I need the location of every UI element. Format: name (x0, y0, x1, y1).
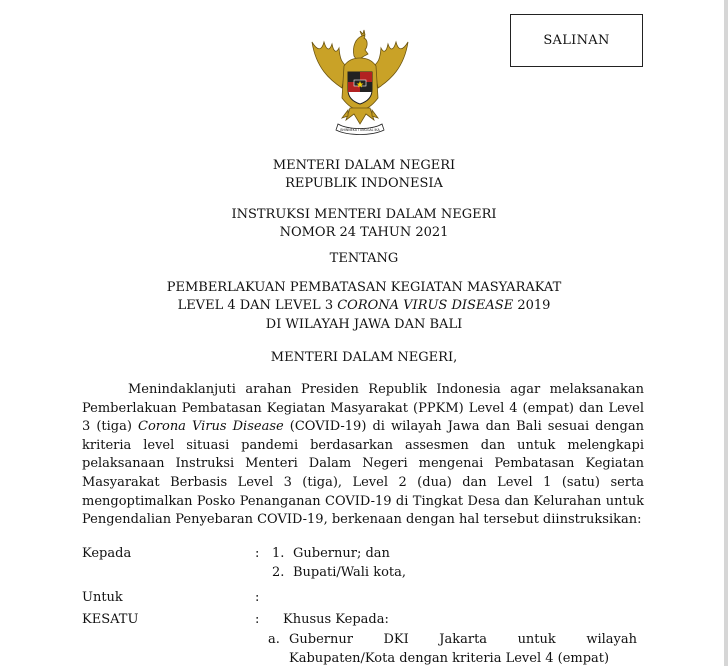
garuda-pancasila-emblem (302, 28, 418, 136)
header-line-1: MENTERI DALAM NEGERI (272, 158, 456, 173)
kesatu-item-a-line-1 (289, 632, 637, 647)
kesatu-item-a-word-1: Gubernur (289, 632, 353, 647)
subject-line-1: PEMBERLAKUAN PEMBATASAN KEGIATAN MASYARAKAT (166, 280, 562, 295)
kesatu-item-a-word-4: untuk (517, 632, 556, 647)
instruction-number: NOMOR 24 TAHUN 2021 (279, 225, 449, 240)
kesatu-item-a-num: a. (268, 632, 280, 647)
subject-line-2 (0, 298, 728, 313)
preamble-italic: Corona Virus Disease (138, 419, 284, 435)
minister-heading: MENTERI DALAM NEGERI, (270, 350, 458, 365)
kepada-item-1-text: Gubernur; dan (293, 546, 390, 561)
header-line-2: REPUBLIK INDONESIA (285, 176, 443, 191)
kesatu-colon: : (255, 612, 260, 627)
kesatu-item-a-word-5: wilayah (586, 632, 637, 647)
page-edge (724, 0, 728, 666)
kepada-item-2-text: Bupati/Wali kota, (293, 565, 407, 580)
stamp-label: SALINAN (543, 33, 610, 48)
kesatu-item-a-line-2: Kabupaten/Kota dengan kriteria Level 4 (empat) (289, 651, 610, 666)
subject-line-2-year: 2019 (513, 298, 551, 313)
kepada-label: Kepada (82, 546, 132, 561)
subject-line-2-italic: CORONA VIRUS DISEASE (337, 298, 514, 313)
kesatu-item-a-word-3: Jakarta (439, 632, 488, 647)
kepada-colon: : (255, 546, 260, 561)
untuk-colon: : (255, 590, 260, 605)
kesatu-label: KESATU (82, 612, 139, 627)
instruction-title: INSTRUKSI MENTERI DALAM NEGERI (231, 207, 497, 222)
salinan-stamp (510, 14, 643, 67)
subject-line-2-text: LEVEL 4 DAN LEVEL 3 (177, 298, 338, 313)
preamble-text-1: Menindaklanjuti arahan Presiden Republik Indonesia agar melaksanakan Pemberlakuan Pembatasan Kegiatan Masyarakat (PPKM) Level 4 (empat) dan Level 3 (tiga) (82, 382, 644, 435)
tentang-heading: TENTANG (329, 251, 399, 266)
untuk-label: Untuk (82, 590, 123, 605)
preamble-paragraph (82, 381, 644, 530)
kepada-item-1-num: 1. (272, 546, 285, 561)
kesatu-heading: Khusus Kepada: (283, 612, 389, 627)
preamble-text-2: (COVID-19) di wilayah Jawa dan Bali sesuai dengan kriteria level situasi pandemi berdasarkan assesmen dan untuk melengkapi pelaksanaan Instruksi Menteri Dalam Negeri mengenai Pembatasan Kegiatan Masyarakat Berbasis Level 3 (tiga), Level 2 (dua) dan Level 1 (satu) serta mengoptimalkan Posko Penanganan COVID-19 di Tingkat Desa dan Kelurahan untuk Pengendalian Penyebaran COVID-19, berkenaan dengan hal tersebut diinstruksikan: (82, 419, 645, 528)
kesatu-item-a-word-2: DKI (383, 632, 409, 647)
kepada-item-2-num: 2. (272, 565, 285, 580)
subject-line-3: DI WILAYAH JAWA DAN BALI (265, 317, 463, 332)
emblem-motto: BHINNEKA TUNGGAL IKA (340, 128, 380, 132)
